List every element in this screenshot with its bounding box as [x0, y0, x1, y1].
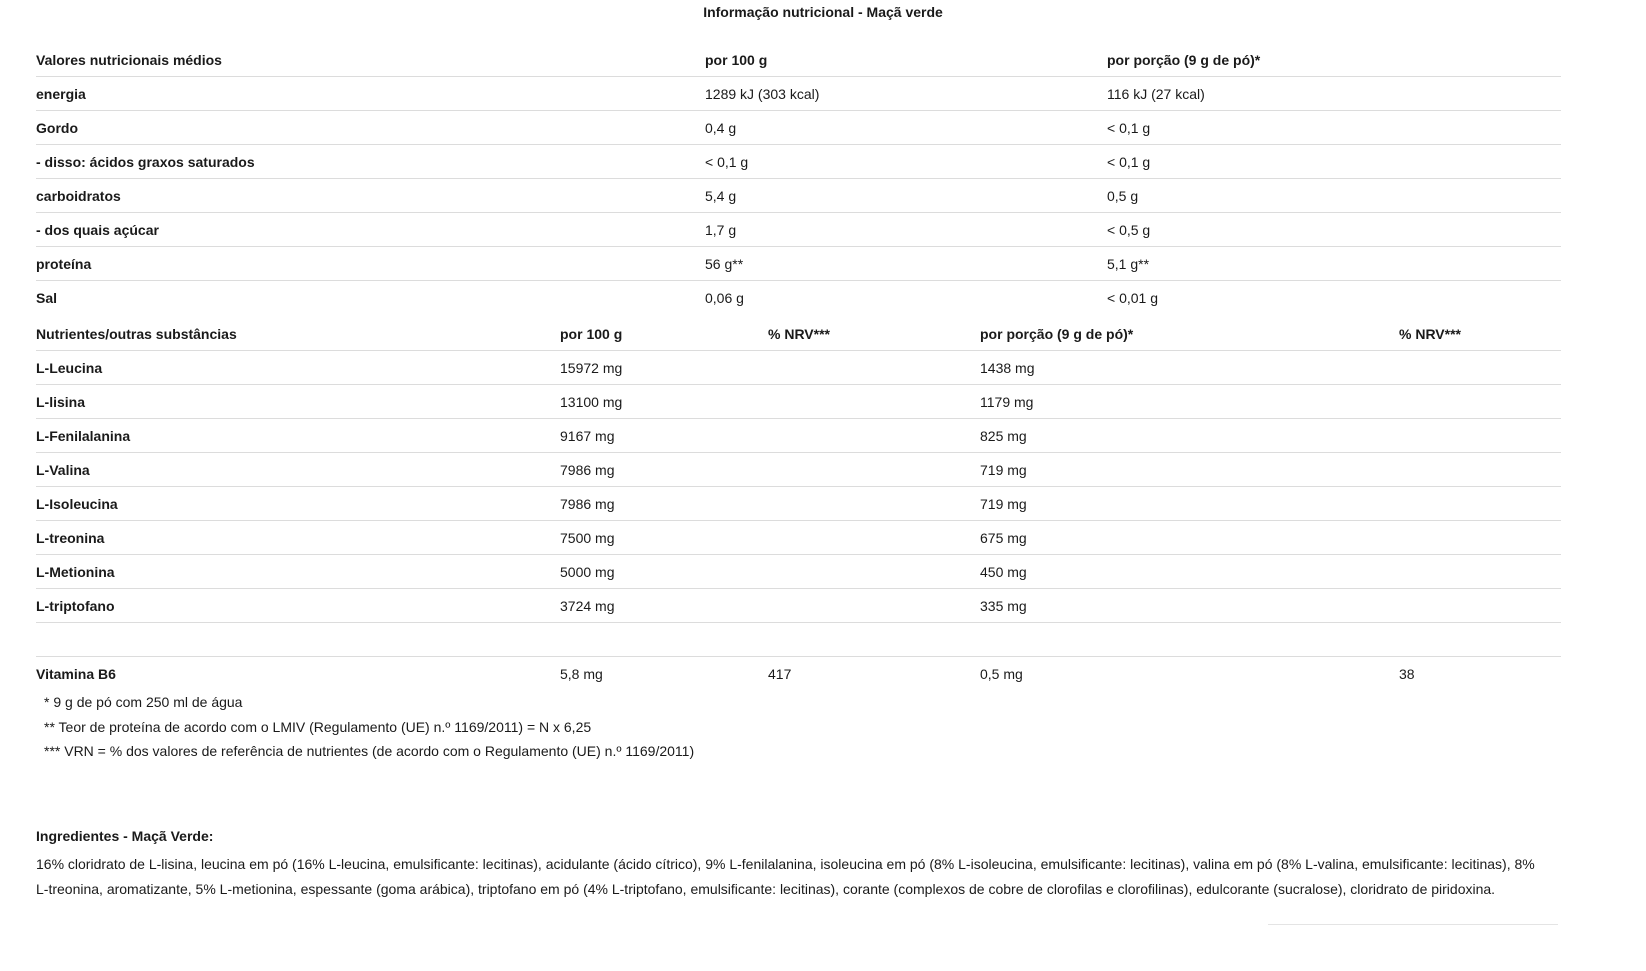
nutrient-label: carboidratos [36, 187, 121, 204]
nrv-per-100g: 417 [768, 665, 792, 682]
substance-label: L-Isoleucina [36, 495, 118, 512]
per-portion-value: 0,5 g [1107, 187, 1139, 204]
per-100g-value: 13100 mg [560, 393, 623, 410]
table-row [36, 145, 1561, 179]
nutrient-label: Gordo [36, 119, 78, 136]
table-row [36, 281, 1561, 315]
table-row [36, 351, 1561, 385]
per-100g-value: 15972 mg [560, 359, 623, 376]
per-portion-value: 825 mg [980, 427, 1027, 444]
nrv-per-100g [768, 385, 980, 419]
nrv-per-portion [1399, 453, 1561, 487]
per-portion-value: < 0,1 g [1107, 119, 1151, 136]
per-100g-value: 7986 mg [560, 495, 615, 512]
nrv-per-100g [768, 487, 980, 521]
divider [1268, 924, 1558, 925]
nrv-per-portion [1399, 589, 1561, 623]
substance-label: L-triptofano [36, 597, 115, 614]
substance-label: L-Leucina [36, 359, 103, 376]
table-row [36, 247, 1561, 281]
per-100g-value: 3724 mg [560, 597, 615, 614]
nutrient-label: proteína [36, 255, 92, 272]
column-header: Valores nutricionais médios [36, 51, 222, 68]
nrv-per-portion [1399, 419, 1561, 453]
per-100g-value: 56 g** [705, 255, 744, 272]
column-header: por 100 g [560, 325, 623, 342]
nrv-per-100g [768, 351, 980, 385]
nutrient-label: Sal [36, 289, 58, 306]
nrv-per-100g [768, 453, 980, 487]
per-100g-value: 0,06 g [705, 289, 744, 306]
page-title: Informação nutricional - Maçã verde [703, 4, 943, 20]
per-portion-value: 675 mg [980, 529, 1027, 546]
nrv-per-portion [1399, 555, 1561, 589]
column-header: Nutrientes/outras substâncias [36, 325, 237, 342]
per-100g-value: 7986 mg [560, 461, 615, 478]
nutrients-substances-table [36, 317, 1561, 690]
empty-row [36, 623, 1561, 657]
table-row [36, 453, 1561, 487]
column-header: por 100 g [705, 51, 768, 68]
per-portion-value: 116 kJ (27 kcal) [1107, 85, 1205, 102]
per-portion-value: < 0,01 g [1107, 289, 1158, 306]
substance-label: L-Valina [36, 461, 90, 478]
per-portion-value: 1438 mg [980, 359, 1035, 376]
ingredients-text: 16% cloridrato de L-lisina, leucina em pó (16% L-leucina, emulsificante: lecitinas), acidulante (ácido cítrico), 9% L-fenilalanina, isoleucina em pó (8% L-isoleucina, emulsificante: lecitinas), valina em pó (8% L-valina, emulsificante: lecitinas), 8% L-treonina, aromatizante, 5% L-metionina, espessante (goma arábica), triptofano em pó (4% L-triptofano, emulsificante: lecitinas), corante (complexos de cobre de clorofilas e clorofilinas), edulcorante (sucralose), cloridrato de piridoxina. [36, 856, 1535, 897]
table-row [36, 385, 1561, 419]
per-portion-value: 450 mg [980, 563, 1027, 580]
table-row [36, 111, 1561, 145]
table-row [36, 555, 1561, 589]
per-100g-value: 1,7 g [705, 221, 737, 238]
per-100g-value: 7500 mg [560, 529, 615, 546]
table-row [36, 419, 1561, 453]
footnote: * 9 g de pó com 250 ml de água [44, 694, 243, 710]
per-portion-value: 1179 mg [980, 393, 1034, 410]
per-100g-value: 5,8 mg [560, 665, 603, 682]
column-header: por porção (9 g de pó)* [1107, 51, 1261, 68]
column-header: % NRV*** [1399, 325, 1461, 342]
nrv-per-100g [768, 419, 980, 453]
table-header-row [36, 43, 1561, 77]
per-100g-value: < 0,1 g [705, 153, 749, 170]
average-nutrition-table [36, 43, 1561, 314]
nrv-per-portion [1399, 385, 1561, 419]
nrv-per-portion [1399, 487, 1561, 521]
footnotes [44, 690, 694, 764]
table-row [36, 77, 1561, 111]
table-row [36, 213, 1561, 247]
table-row [36, 521, 1561, 555]
table-row [36, 487, 1561, 521]
per-portion-value: < 0,1 g [1107, 153, 1151, 170]
substance-label: L-Metionina [36, 563, 115, 580]
substance-label: L-treonina [36, 529, 105, 546]
nutrient-label: energia [36, 85, 86, 102]
substance-label: L-lisina [36, 393, 86, 410]
nrv-per-100g [768, 521, 980, 555]
per-portion-value: 5,1 g** [1107, 255, 1150, 272]
per-100g-value: 5,4 g [705, 187, 737, 204]
per-100g-value: 9167 mg [560, 427, 615, 444]
nrv-per-portion [1399, 351, 1561, 385]
ingredients-title: Ingredientes - Maçã Verde: [36, 828, 214, 844]
per-portion-value: < 0,5 g [1107, 221, 1151, 238]
table-row [36, 179, 1561, 213]
footnote: ** Teor de proteína de acordo com o LMIV (Regulamento (UE) n.º 1169/2011) = N x 6,25 [44, 718, 592, 735]
column-header: por porção (9 g de pó)* [980, 325, 1134, 342]
per-100g-value: 1289 kJ (303 kcal) [705, 85, 820, 102]
nrv-per-portion: 38 [1399, 665, 1415, 682]
per-portion-value: 335 mg [980, 597, 1027, 614]
nutrient-label: - dos quais açúcar [36, 221, 159, 238]
table-header-row [36, 317, 1561, 351]
nrv-per-portion [1399, 521, 1561, 555]
vitamin-row [36, 657, 1561, 691]
per-100g-value: 0,4 g [705, 119, 737, 136]
nrv-per-100g [768, 589, 980, 623]
per-portion-value: 719 mg [980, 461, 1027, 478]
nrv-per-100g [768, 555, 980, 589]
nutrient-label: - disso: ácidos graxos saturados [36, 153, 255, 170]
substance-label: Vitamina B6 [36, 665, 116, 682]
table-row [36, 589, 1561, 623]
footnote: *** VRN = % dos valores de referência de nutrientes (de acordo com o Regulamento (UE) n.º 1169/2011) [44, 743, 695, 759]
per-portion-value: 719 mg [980, 495, 1027, 512]
per-portion-value: 0,5 mg [980, 665, 1023, 682]
column-header: % NRV*** [768, 325, 830, 342]
substance-label: L-Fenilalanina [36, 427, 131, 444]
per-100g-value: 5000 mg [560, 563, 615, 580]
